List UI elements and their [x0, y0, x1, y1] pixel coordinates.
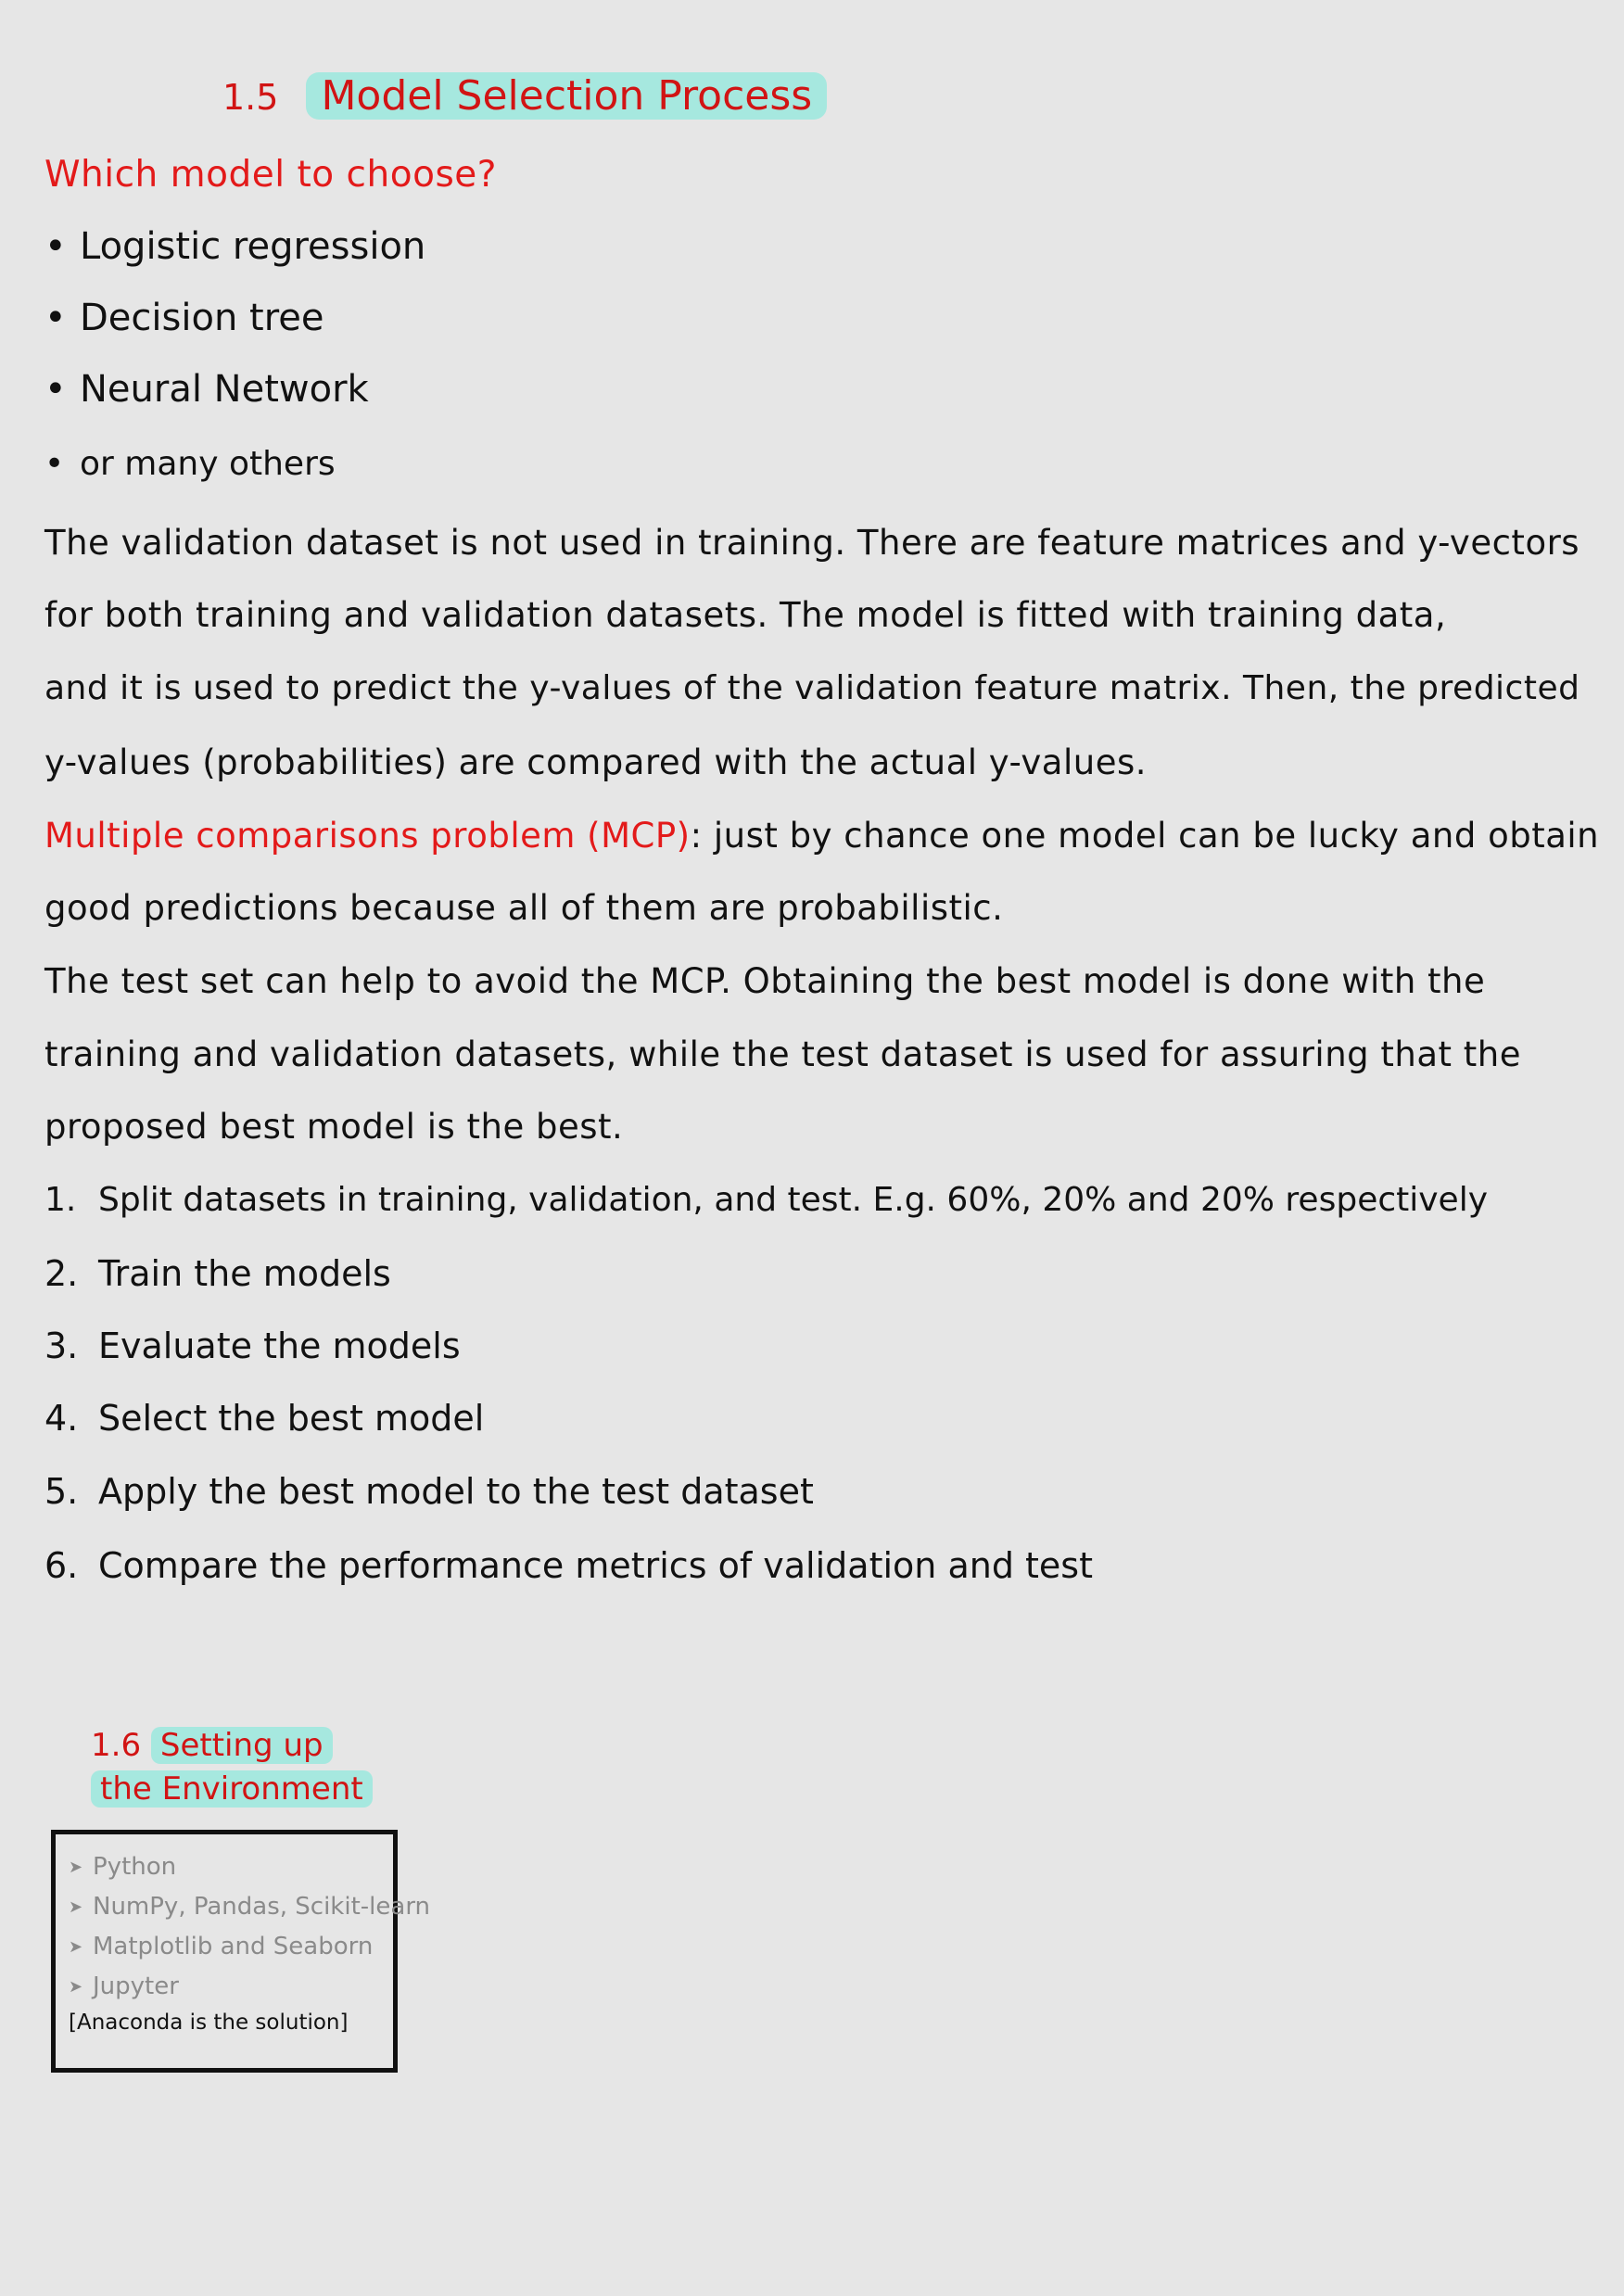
list-item: ➤ Python: [69, 1847, 380, 1887]
list-item: ➤ NumPy, Pandas, Scikit-learn: [69, 1887, 380, 1927]
paragraph-line: and it is used to predict the y-values of the validation feature matrix. Then, the predicted: [44, 669, 1580, 707]
step-text: Select the best model: [98, 1398, 485, 1439]
mcp-line: [44, 815, 1599, 857]
step-item: [44, 1253, 391, 1294]
arrow-bullet-icon: ➤: [69, 1937, 83, 1957]
environment-note: [Anaconda is the solution]: [69, 2011, 349, 2035]
mcp-term: Multiple comparisons problem (MCP): [44, 816, 691, 856]
bullet-icon: •: [44, 445, 65, 483]
step-text: Apply the best model to the test dataset: [98, 1471, 814, 1512]
paragraph-line: y-values (probabilities) are compared with the actual y-values.: [44, 742, 1147, 782]
section-title-line: the Environment: [91, 1770, 373, 1808]
step-text: Evaluate the models: [98, 1326, 461, 1366]
step-number: 6.: [44, 1545, 79, 1586]
step-text: Split datasets in training, validation, and test. E.g. 60%, 20% and 20% respectively: [98, 1181, 1489, 1219]
step-number: 1.: [44, 1181, 77, 1219]
section-number: 1.5: [222, 77, 279, 118]
section-number: 1.6: [91, 1727, 142, 1764]
bullet-icon: •: [44, 297, 67, 339]
step-number: 4.: [44, 1398, 79, 1439]
step-text: Train the models: [98, 1253, 391, 1294]
section-heading-1-6: [91, 1726, 373, 1808]
section-heading-1-5: [222, 72, 827, 120]
step-item: [44, 1471, 814, 1512]
arrow-bullet-icon: ➤: [69, 1897, 83, 1917]
list-item: ➤ Jupyter: [69, 1967, 380, 2007]
list-item: • or many others: [44, 445, 336, 483]
step-number: 5.: [44, 1471, 79, 1512]
paragraph-line: for both training and validation datasets. The model is fitted with training data,: [44, 595, 1447, 635]
section-title-line: Setting up: [151, 1727, 333, 1764]
step-item: [44, 1326, 461, 1366]
question-heading: Which model to choose?: [44, 154, 497, 196]
paragraph-line: training and validation datasets, while the test dataset is used for assuring that the: [44, 1034, 1522, 1074]
bullet-icon: •: [44, 368, 67, 411]
list-item: • Logistic regression: [44, 225, 426, 268]
arrow-bullet-icon: ➤: [69, 1977, 83, 1997]
paragraph-line: good predictions because all of them are probabilistic.: [44, 888, 1004, 928]
paragraph-line: The validation dataset is not used in training. There are feature matrices and y-vectors: [44, 523, 1580, 563]
step-number: 3.: [44, 1326, 79, 1366]
step-item: [44, 1545, 1093, 1586]
section-title: Model Selection Process: [306, 72, 827, 120]
environment-box: [51, 1830, 431, 2073]
step-item: [44, 1181, 1488, 1219]
step-item: [44, 1398, 484, 1439]
arrow-bullet-icon: ➤: [69, 1858, 83, 1877]
paragraph-line: The test set can help to avoid the MCP. Obtaining the best model is done with the: [44, 961, 1486, 1001]
step-number: 2.: [44, 1253, 79, 1294]
paragraph-line: proposed best model is the best.: [44, 1107, 624, 1147]
bullet-icon: •: [44, 225, 67, 268]
mcp-description: : just by chance one model can be lucky and obtain: [690, 816, 1600, 856]
list-item: • Decision tree: [44, 297, 324, 339]
list-item: • Neural Network: [44, 368, 369, 411]
list-item: ➤ Matplotlib and Seaborn: [69, 1927, 380, 1967]
step-text: Compare the performance metrics of validation and test: [98, 1545, 1093, 1586]
